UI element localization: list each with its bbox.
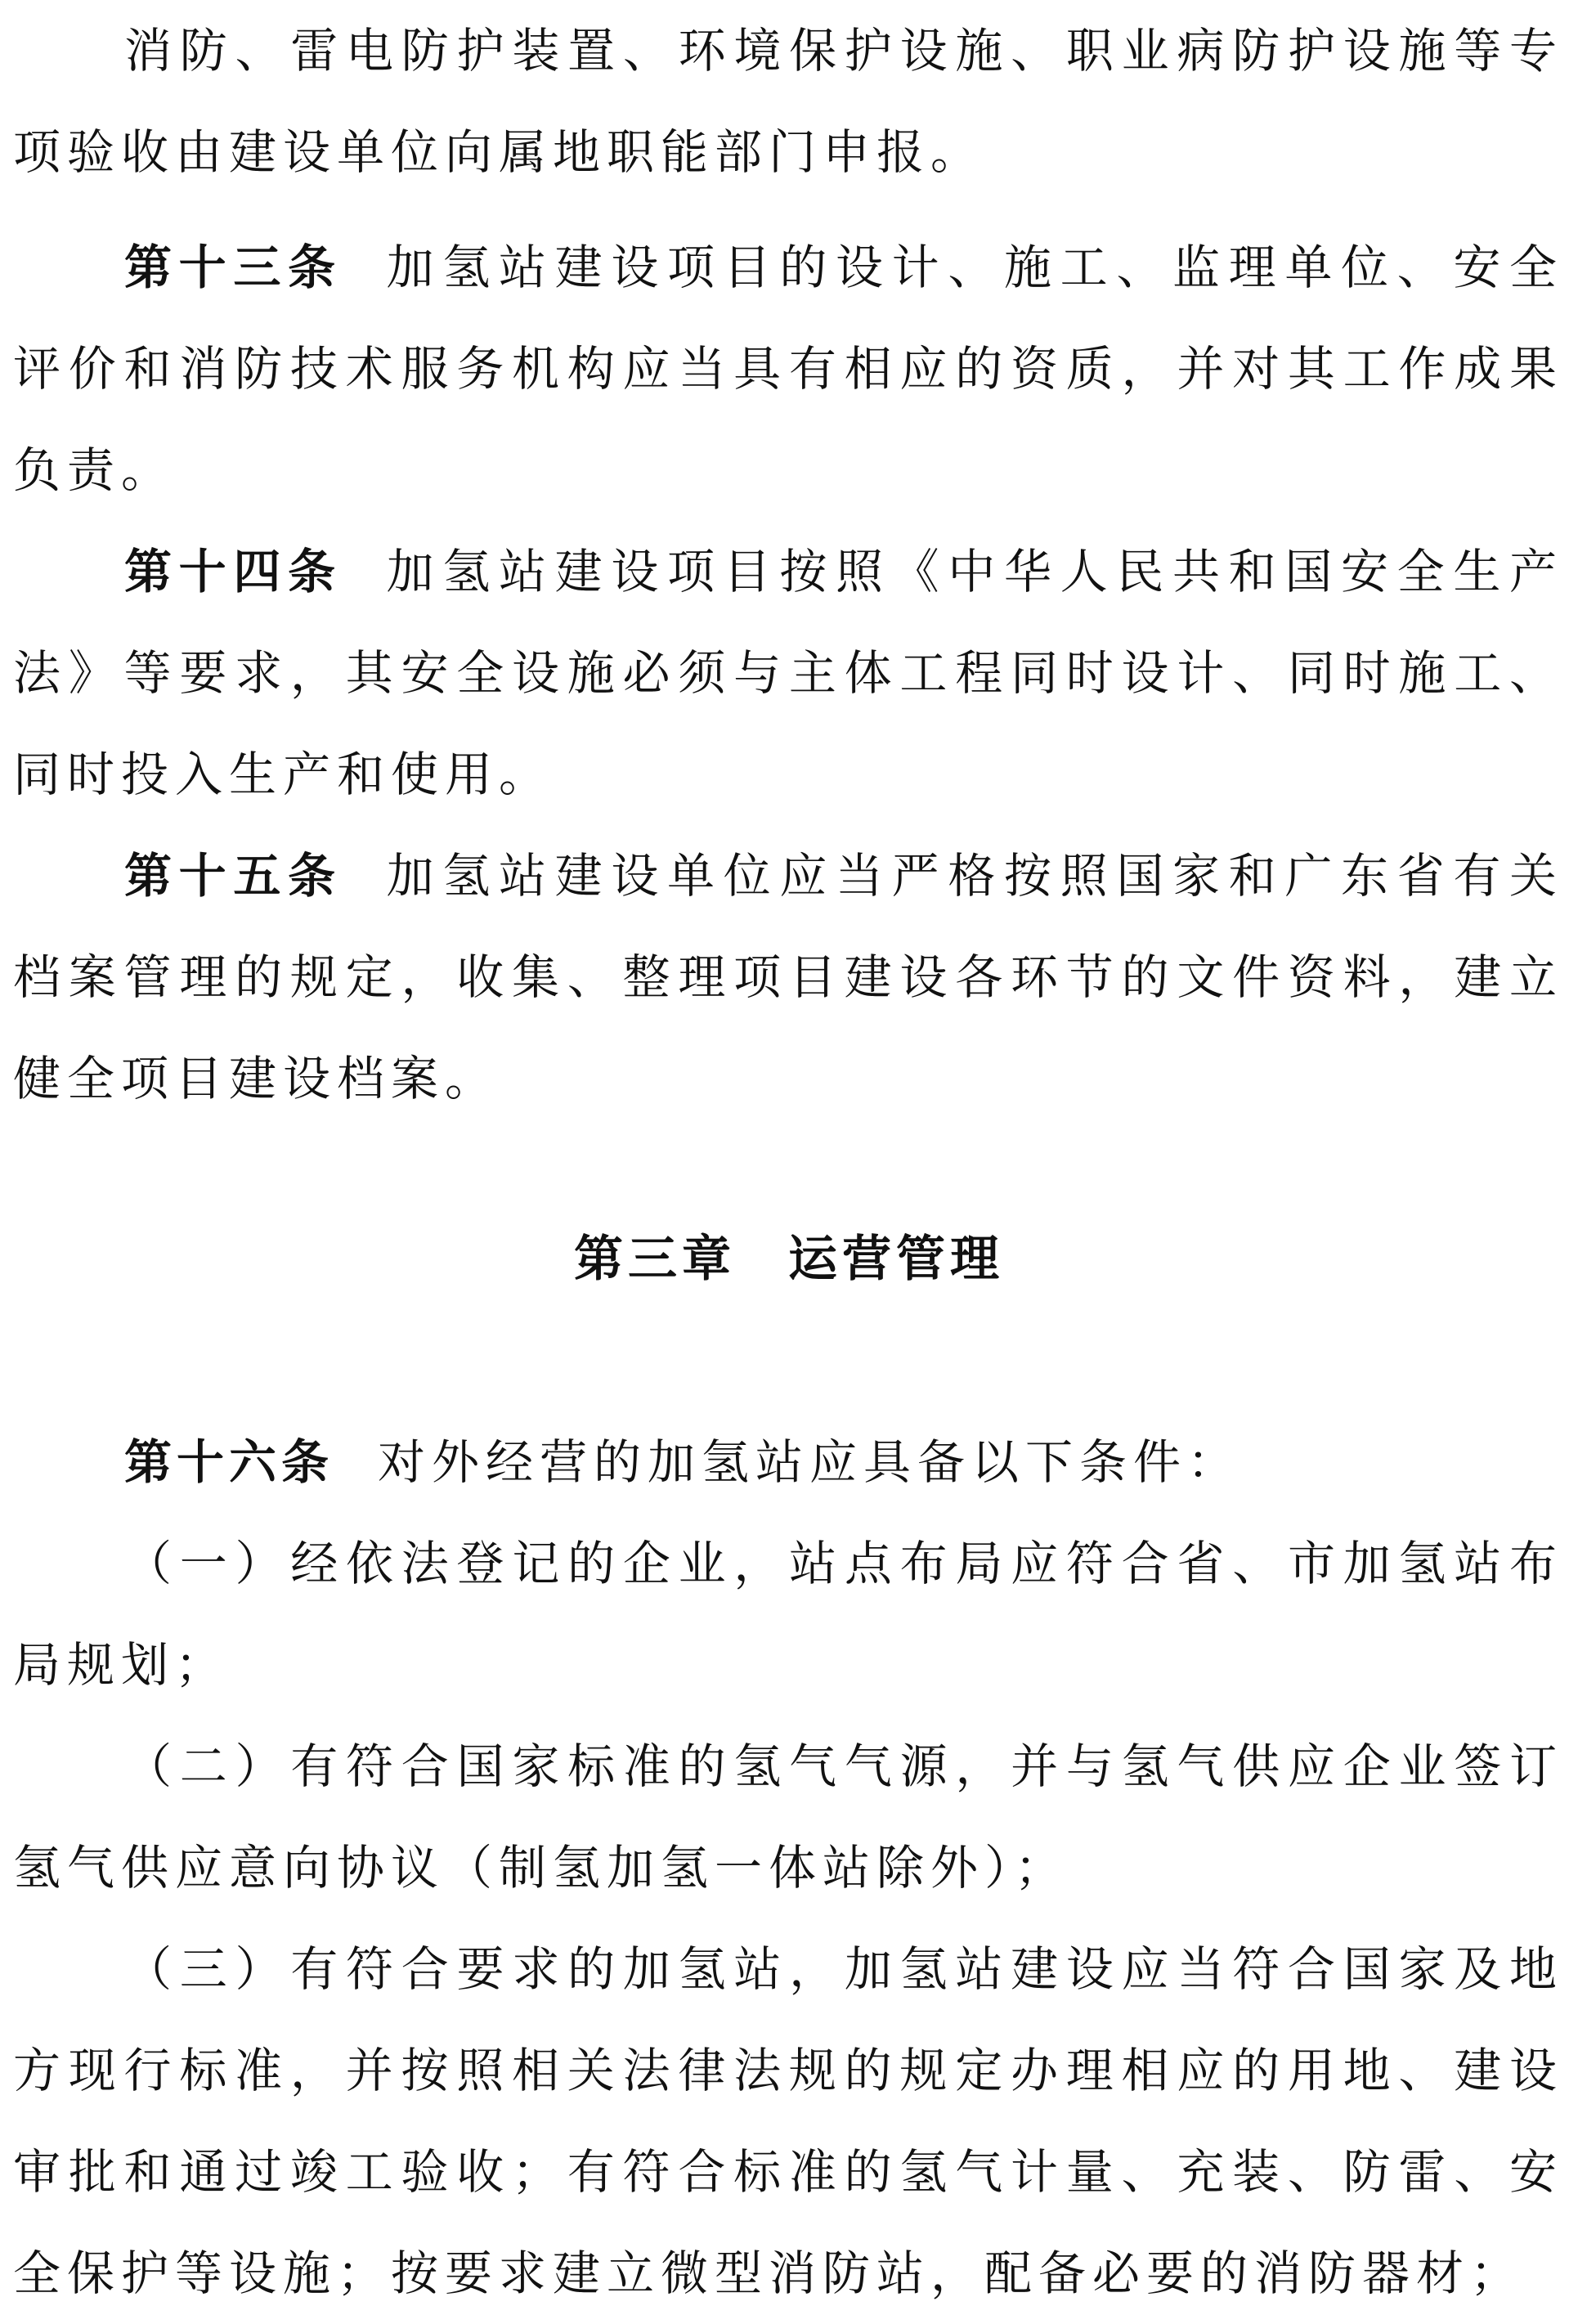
list-item-1: （一）经依法登记的企业，站点布局应符合省、市加氢站布局规划； bbox=[13, 1536, 1563, 1693]
article-16-label: 第十六条 bbox=[124, 1434, 334, 1490]
article-15-label: 第十五条 bbox=[124, 848, 343, 904]
continuation-paragraph: 消防、雷电防护装置、环境保护设施、职业病防护设施等专项验收由建设单位向属地职能部门申报。 bbox=[13, 23, 1563, 180]
article-15-text: 加氢站建设单位应当严格按照国家和广东省有关档案管理的规定，收集、整理项目建设各环节的文件资料，建立健全项目建设档案。 bbox=[13, 848, 1563, 1106]
article-14 bbox=[13, 521, 1563, 825]
article-15 bbox=[13, 825, 1563, 1129]
article-16 bbox=[13, 1411, 1563, 1513]
article-13-text: 加氢站建设项目的设计、施工、监理单位、安全评价和消防技术服务机构应当具有相应的资质，并对其工作成果负责。 bbox=[13, 240, 1563, 498]
list-item-3: （三）有符合要求的加氢站，加氢站建设应当符合国家及地方现行标准，并按照相关法律法规的规定办理相应的用地、建设审批和通过竣工验收；有符合标准的氢气计量、充装、防雷、安全保护等设施；按要求建立微型消防站，配备必要的消防器材； bbox=[13, 1941, 1563, 2301]
chapter-number: 第三章 bbox=[574, 1231, 736, 1288]
chapter-title: 运营管理 bbox=[788, 1231, 1004, 1288]
list-item-2: （二）有符合国家标准的氢气气源，并与氢气供应企业签订氢气供应意向协议（制氢加氢一体站除外）； bbox=[13, 1739, 1563, 1896]
article-16-text: 对外经营的加氢站应具备以下条件： bbox=[378, 1434, 1242, 1490]
article-14-label: 第十四条 bbox=[124, 544, 343, 599]
chapter-heading bbox=[0, 1209, 1578, 1310]
article-13 bbox=[13, 217, 1563, 521]
article-13-label: 第十三条 bbox=[124, 240, 343, 295]
article-14-text: 加氢站建设项目按照《中华人民共和国安全生产法》等要求，其安全设施必须与主体工程同时设计、同时施工、同时投入生产和使用。 bbox=[13, 544, 1563, 802]
